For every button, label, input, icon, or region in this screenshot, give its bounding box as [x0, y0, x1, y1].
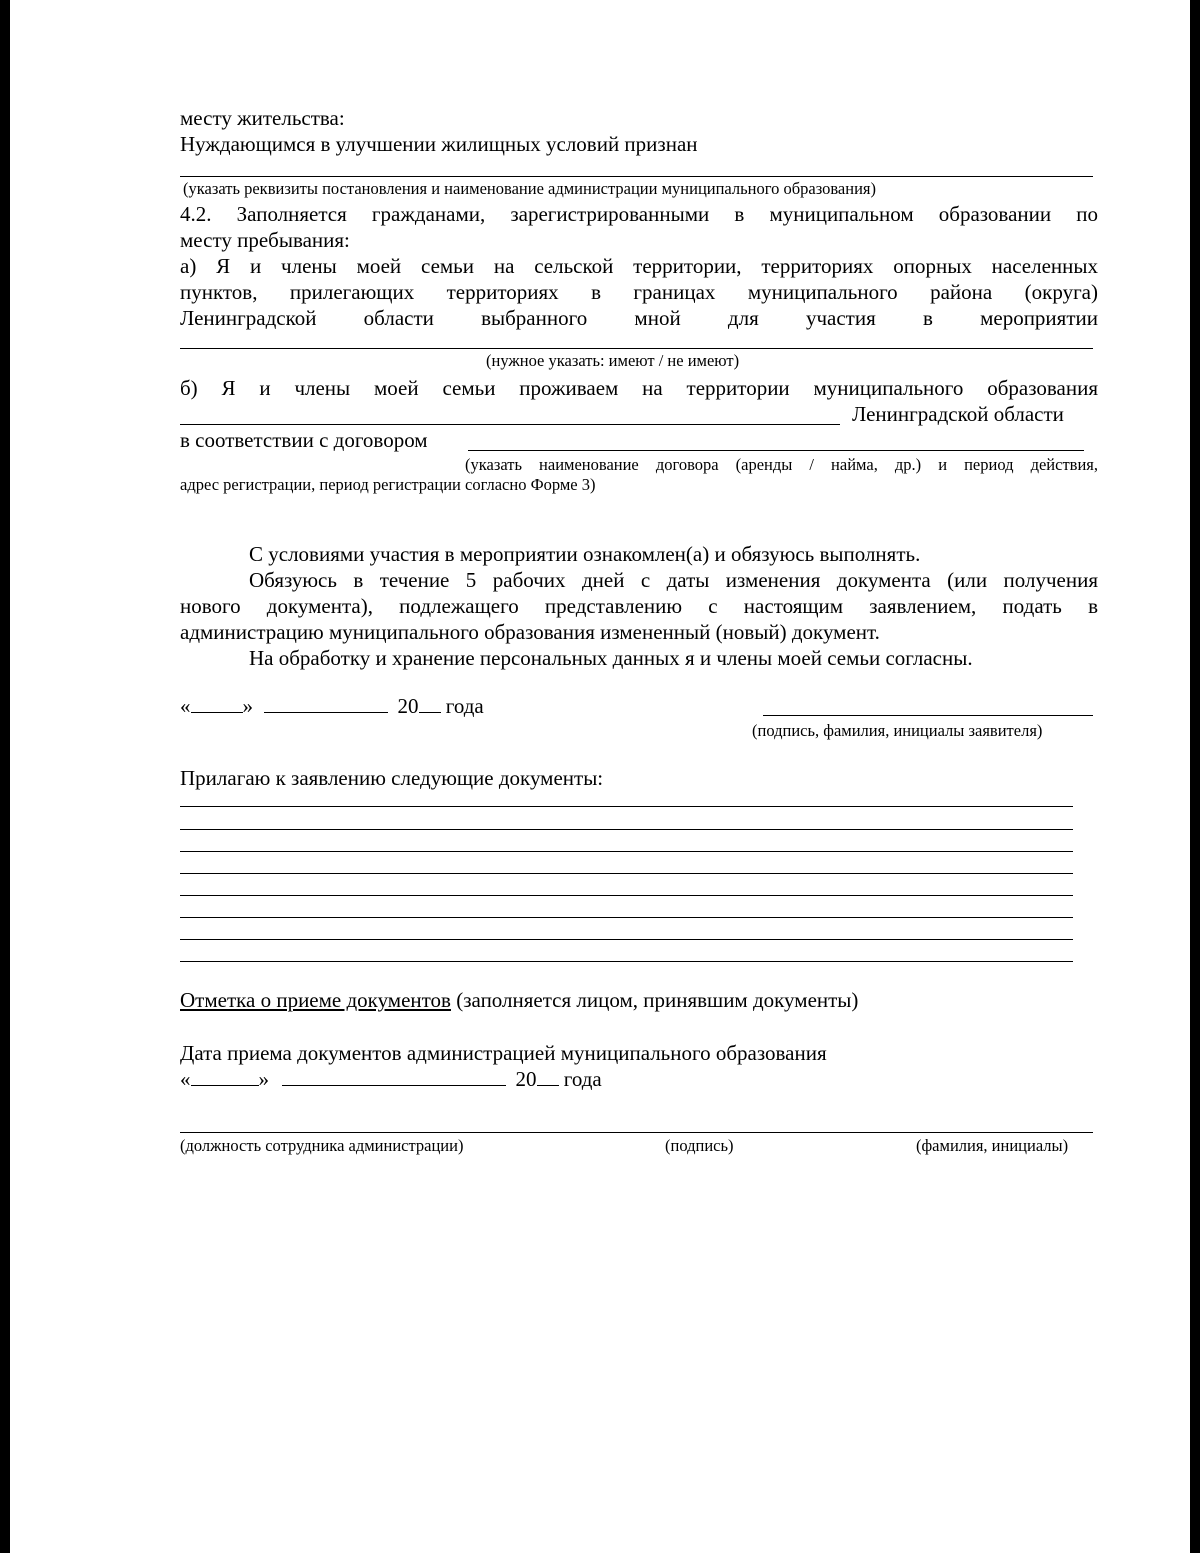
receipt-mark-title: Отметка о приеме документов: [180, 988, 451, 1012]
quote-open: «: [180, 1067, 191, 1091]
recognized-line: Нуждающимся в улучшении жилищных условий признан: [180, 132, 698, 156]
staff-signature-line[interactable]: [180, 1132, 1093, 1133]
attachment-line-8[interactable]: [180, 961, 1073, 962]
year-prefix: 20: [397, 694, 419, 718]
attachment-line-3[interactable]: [180, 851, 1073, 852]
receipt-day-input[interactable]: [191, 1067, 259, 1086]
receipt-mark: [180, 987, 858, 1013]
item-a-line1: а) Я и члены моей семьи на сельской территории, территориях опорных населенных: [180, 254, 1098, 278]
item-a-line2: пунктов, прилегающих территориях в границах муниципального района (округа): [180, 280, 1098, 304]
obligation-p2-line2: нового документа), подлежащего представлению с настоящим заявлением, подать в: [180, 594, 1098, 618]
item-a-line3: Ленинградской области выбранного мной для участия в мероприятии: [180, 306, 1098, 330]
have-hint: (нужное указать: имеют / не имеют): [486, 351, 740, 370]
attachment-line-6[interactable]: [180, 917, 1073, 918]
item-b-region: Ленинградской области: [852, 402, 1064, 426]
item-b-contract-label: в соответствии с договором: [180, 428, 428, 452]
have-input-line[interactable]: [180, 348, 1093, 349]
document-page: [180, 0, 1098, 1553]
signature-hint: (подпись): [665, 1136, 734, 1155]
residence-line: месту жительства:: [180, 106, 345, 130]
obligation-p1: С условиями участия в мероприятии ознакомлен(а) и обязуюсь выполнять.: [249, 542, 921, 566]
municipality-input-line[interactable]: [180, 424, 840, 425]
receipt-mark-rest: (заполняется лицом, принявшим документы): [450, 988, 859, 1012]
quote-close: »: [258, 1067, 269, 1091]
attachment-line-2[interactable]: [180, 829, 1073, 830]
applicant-date: [180, 693, 484, 719]
section-42-heading: 4.2. Заполняется гражданами, зарегистрированными в муниципальном образовании по: [180, 202, 1098, 226]
scan-border-left: [0, 0, 10, 1553]
obligation-p3: На обработку и хранение персональных данных я и члены моей семьи согласны.: [249, 646, 973, 670]
obligation-p2-line3: администрацию муниципального образования измененный (новый) документ.: [180, 620, 880, 644]
day-input[interactable]: [191, 694, 243, 713]
receipt-date: [180, 1066, 602, 1092]
item-b-line1: б) Я и члены моей семьи проживаем на территории муниципального образования: [180, 376, 1098, 400]
receipt-date-label: Дата приема документов администрацией муниципального образования: [180, 1041, 827, 1065]
contract-hint-line2: адрес регистрации, период регистрации согласно Форме 3): [180, 475, 596, 494]
attachment-line-1[interactable]: [180, 806, 1073, 807]
decree-hint: (указать реквизиты постановления и наименование администрации муниципального образования): [183, 179, 876, 198]
contract-input-line[interactable]: [468, 450, 1084, 451]
attachment-line-4[interactable]: [180, 873, 1073, 874]
decree-input-line[interactable]: [180, 176, 1093, 177]
applicant-signature-line[interactable]: [763, 715, 1093, 716]
obligation-p2-line1: Обязуюсь в течение 5 рабочих дней с даты изменения документа (или получения: [249, 568, 1098, 592]
year-suffix: года: [445, 694, 484, 718]
receipt-month-input[interactable]: [282, 1067, 506, 1086]
scan-border-right: [1190, 0, 1200, 1553]
receipt-year-input[interactable]: [537, 1067, 559, 1086]
quote-open: «: [180, 694, 191, 718]
quote-close: »: [242, 694, 253, 718]
receipt-year-prefix: 20: [515, 1067, 537, 1091]
contract-hint-line1: (указать наименование договора (аренды / найма, др.) и период действия,: [465, 455, 1098, 474]
attachment-line-7[interactable]: [180, 939, 1073, 940]
applicant-signature-hint: (подпись, фамилия, инициалы заявителя): [752, 721, 1043, 740]
attachment-line-5[interactable]: [180, 895, 1073, 896]
name-hint: (фамилия, инициалы): [916, 1136, 1069, 1155]
receipt-year-suffix: года: [563, 1067, 602, 1091]
attachments-title: Прилагаю к заявлению следующие документы:: [180, 766, 604, 790]
month-input[interactable]: [264, 694, 388, 713]
section-42-heading-cont: месту пребывания:: [180, 228, 350, 252]
position-hint: (должность сотрудника администрации): [180, 1136, 464, 1155]
year-input[interactable]: [419, 694, 441, 713]
